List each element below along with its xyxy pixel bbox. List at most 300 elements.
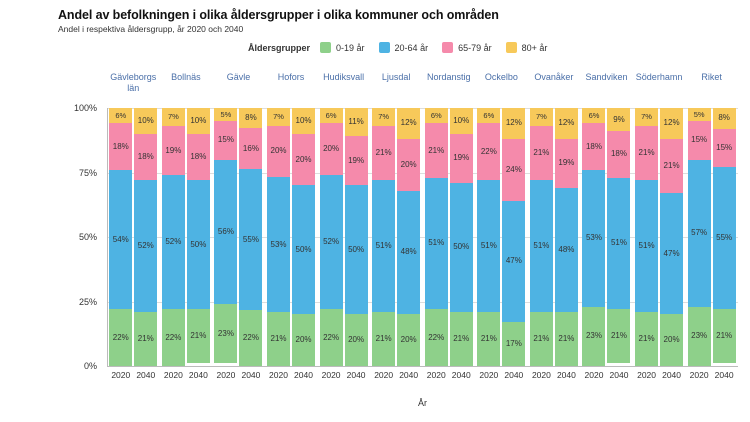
bar-value-label: 11% xyxy=(348,117,364,127)
legend-label: 80+ år xyxy=(521,42,548,53)
bar-value-label: 12% xyxy=(400,118,417,128)
group-header-2: Gävle xyxy=(226,72,251,82)
bar-group xyxy=(685,108,738,366)
bar-value-label: 23% xyxy=(217,328,234,338)
bar-segment[interactable] xyxy=(345,314,368,366)
bar-segment[interactable] xyxy=(530,108,553,126)
bar-segment[interactable] xyxy=(267,126,290,177)
bar-segment[interactable] xyxy=(162,175,185,309)
x-axis-tick-label: 2020 xyxy=(374,370,394,380)
bar-value-label: 22% xyxy=(323,332,340,342)
bar-segment[interactable] xyxy=(109,123,132,169)
bar-value-label: 54% xyxy=(112,234,129,244)
page-subtitle: Andel i respektiva åldersgrupp, år 2020 och 2040 xyxy=(58,24,244,34)
bar-segment[interactable] xyxy=(425,178,448,310)
bar-value-label: 8% xyxy=(245,113,257,123)
bar-segment[interactable] xyxy=(134,312,157,366)
legend-swatch-icon xyxy=(442,42,453,53)
bar-segment[interactable] xyxy=(425,309,448,366)
bar-segment[interactable] xyxy=(635,312,658,366)
x-axis-tick-label: 2020 xyxy=(111,370,131,380)
bar-value-label: 50% xyxy=(348,244,365,254)
bar-value-label: 20% xyxy=(663,335,680,345)
bar-value-label: 51% xyxy=(480,241,497,250)
stacked-bar[interactable] xyxy=(688,108,711,366)
bar-segment[interactable] xyxy=(555,108,578,139)
bar-value-label: 47% xyxy=(663,248,680,258)
bar-segment[interactable] xyxy=(450,183,473,312)
bar-segment[interactable] xyxy=(397,108,420,139)
bar-value-label: 20% xyxy=(270,146,287,156)
group-header-5: Ljusdal xyxy=(381,72,411,82)
group-header-8: Ovanåker xyxy=(534,72,574,82)
stacked-bar[interactable] xyxy=(372,108,395,366)
bar-segment[interactable] xyxy=(345,136,368,185)
bar-segment[interactable] xyxy=(320,108,343,123)
bar-segment[interactable] xyxy=(502,108,525,139)
bar-value-label: 56% xyxy=(217,226,234,236)
bar-segment[interactable] xyxy=(477,123,500,180)
bar-value-label: 51% xyxy=(428,238,445,248)
stacked-bar[interactable] xyxy=(187,108,210,366)
chart-legend xyxy=(248,42,561,53)
bar-value-label: 10% xyxy=(190,115,207,125)
bar-value-label: 7% xyxy=(273,112,284,122)
bar-value-label: 21% xyxy=(375,333,392,343)
bar-segment[interactable] xyxy=(397,191,420,315)
bar-value-label: 55% xyxy=(716,233,733,243)
bar-value-label: 52% xyxy=(323,237,340,247)
bar-value-label: 52% xyxy=(165,237,182,247)
x-axis-tick-label: 2040 xyxy=(136,370,156,380)
stacked-bar[interactable] xyxy=(450,108,473,366)
x-axis-tick-label: 2040 xyxy=(188,370,208,380)
x-tick-group xyxy=(212,370,265,386)
bar-value-label: 51% xyxy=(610,238,627,248)
y-axis-tick-label: 75% xyxy=(78,167,97,178)
bar-segment[interactable] xyxy=(239,128,262,169)
bar-group xyxy=(475,108,528,366)
stacked-bar[interactable] xyxy=(292,108,315,366)
bar-value-label: 6% xyxy=(483,110,495,120)
bar-value-label: 21% xyxy=(137,334,154,344)
bar-value-label: 52% xyxy=(137,240,154,250)
legend-label: 65-79 år xyxy=(458,42,492,53)
bar-segment[interactable] xyxy=(345,185,368,314)
group-header-0: Gävleborgs län xyxy=(110,72,157,93)
x-axis-tick-label: 2040 xyxy=(504,370,524,380)
stacked-bar[interactable] xyxy=(109,108,132,366)
bar-value-label: 22% xyxy=(242,332,259,342)
legend-swatch-icon xyxy=(506,42,517,53)
bar-value-label: 21% xyxy=(533,148,550,158)
bar-segment[interactable] xyxy=(372,108,395,126)
x-axis-tick-label: 2020 xyxy=(269,370,288,380)
y-axis-tick-label: 100% xyxy=(73,103,97,113)
x-axis-title: År xyxy=(418,398,427,408)
bar-segment[interactable] xyxy=(134,134,157,180)
group-header-1: Bollnäs xyxy=(171,72,201,82)
bar-value-label: 6% xyxy=(430,110,442,120)
bar-group xyxy=(422,108,475,366)
bar-value-label: 9% xyxy=(613,114,625,124)
bar-value-label: 18% xyxy=(190,152,207,162)
stacked-bar[interactable] xyxy=(267,108,290,366)
bar-value-label: 7% xyxy=(641,112,652,122)
bar-value-label: 5% xyxy=(220,109,232,119)
bar-value-label: 21% xyxy=(638,333,655,343)
bar-segment[interactable] xyxy=(239,169,262,310)
bar-segment[interactable] xyxy=(320,309,343,366)
bar-segment[interactable] xyxy=(267,108,290,126)
bar-value-label: 18% xyxy=(112,141,129,151)
stacked-bar[interactable] xyxy=(345,108,368,366)
x-axis-tick-label: 2020 xyxy=(479,370,499,380)
stacked-bar[interactable] xyxy=(320,108,343,366)
group-header-7: Ockelbo xyxy=(484,72,518,82)
bar-segment[interactable] xyxy=(397,314,420,366)
bar-segment[interactable] xyxy=(688,121,711,160)
x-tick-group xyxy=(317,370,370,386)
bar-segment[interactable] xyxy=(502,322,525,366)
bar-segment[interactable] xyxy=(530,312,553,366)
bar-segment[interactable] xyxy=(530,180,553,312)
bar-value-label: 12% xyxy=(558,118,575,128)
bar-value-label: 20% xyxy=(400,335,417,345)
bar-segment[interactable] xyxy=(660,139,683,193)
bar-segment[interactable] xyxy=(187,309,210,363)
x-axis-tick-label: 2040 xyxy=(399,370,419,380)
group-header-11: Riket xyxy=(701,72,722,82)
bar-value-label: 18% xyxy=(137,151,154,161)
x-axis-tick-label: 2020 xyxy=(689,370,709,380)
x-tick-group xyxy=(422,370,475,386)
legend-item-0[interactable] xyxy=(320,42,365,53)
bar-value-label: 22% xyxy=(165,332,182,342)
bar-value-label: 48% xyxy=(558,244,575,254)
bar-value-label: 12% xyxy=(505,118,522,128)
stacked-bar[interactable] xyxy=(530,108,553,366)
bar-value-label: 15% xyxy=(716,142,733,152)
bar-group xyxy=(317,108,370,366)
bar-segment[interactable] xyxy=(267,312,290,366)
stacked-bar[interactable] xyxy=(607,108,630,366)
x-tick-group xyxy=(265,370,318,386)
bar-value-label: 50% xyxy=(295,244,312,254)
bar-segment[interactable] xyxy=(134,108,157,134)
bar-value-label: 21% xyxy=(190,331,207,341)
x-tick-group xyxy=(580,370,633,386)
x-tick-group xyxy=(160,370,213,386)
bar-segment[interactable] xyxy=(502,139,525,201)
bar-value-label: 57% xyxy=(691,228,708,238)
bar-segment[interactable] xyxy=(502,201,525,322)
bar-value-label: 47% xyxy=(505,256,522,266)
bar-value-label: 21% xyxy=(663,161,680,171)
bar-segment[interactable] xyxy=(660,193,683,314)
bar-segment[interactable] xyxy=(214,304,237,363)
bar-segment[interactable] xyxy=(713,309,736,363)
x-axis-tick-label: 2040 xyxy=(714,370,734,380)
bar-value-label: 6% xyxy=(325,110,337,120)
stacked-bar[interactable] xyxy=(555,108,578,366)
bar-value-label: 12% xyxy=(663,118,680,128)
bar-value-label: 19% xyxy=(558,158,575,168)
bar-segment[interactable] xyxy=(425,108,448,123)
y-axis-tick-label: 25% xyxy=(78,296,97,307)
x-tick-group xyxy=(370,370,423,386)
bar-groups xyxy=(107,108,738,366)
bar-value-label: 53% xyxy=(270,239,287,249)
bar-segment[interactable] xyxy=(688,108,711,121)
y-axis-tick-labels xyxy=(60,100,103,374)
bar-segment[interactable] xyxy=(187,134,210,180)
bar-segment[interactable] xyxy=(214,160,237,304)
bar-segment[interactable] xyxy=(477,180,500,312)
bar-segment[interactable] xyxy=(372,180,395,312)
bar-value-label: 16% xyxy=(242,143,259,153)
bar-value-label: 50% xyxy=(453,242,470,252)
bar-segment[interactable] xyxy=(320,175,343,309)
bar-segment[interactable] xyxy=(109,170,132,309)
bar-value-label: 24% xyxy=(505,164,522,174)
x-axis-tick-label: 2040 xyxy=(346,370,366,380)
bar-value-label: 51% xyxy=(638,241,655,250)
bar-value-label: 23% xyxy=(691,331,708,341)
stacked-bar[interactable] xyxy=(425,108,448,366)
stacked-bar[interactable] xyxy=(635,108,658,366)
x-axis-tick-label: 2020 xyxy=(321,370,341,380)
bar-segment[interactable] xyxy=(635,108,658,126)
bar-value-label: 21% xyxy=(375,148,392,158)
bar-segment[interactable] xyxy=(345,108,368,136)
bar-value-label: 22% xyxy=(112,332,129,342)
bar-segment[interactable] xyxy=(450,108,473,134)
legend-item-3[interactable] xyxy=(506,42,548,53)
bar-segment[interactable] xyxy=(688,307,711,366)
bar-value-label: 21% xyxy=(533,333,550,343)
bar-value-label: 51% xyxy=(533,241,550,250)
x-tick-group xyxy=(107,370,160,386)
bar-segment[interactable] xyxy=(555,139,578,188)
group-header-row xyxy=(107,70,738,104)
bar-group xyxy=(107,108,160,366)
bar-segment[interactable] xyxy=(450,134,473,183)
bar-value-label: 7% xyxy=(378,112,390,122)
bar-segment[interactable] xyxy=(530,126,553,180)
legend-title: Åldersgrupper xyxy=(248,42,311,53)
group-header-4: Hudiksvall xyxy=(323,72,365,82)
x-axis-tick-label: 2040 xyxy=(662,370,682,380)
bar-group xyxy=(212,108,265,366)
bar-value-label: 22% xyxy=(428,332,445,342)
x-axis-tick-label: 2020 xyxy=(216,370,236,380)
x-tick-group xyxy=(633,370,686,386)
x-axis-tick-label: 2040 xyxy=(451,370,471,380)
x-axis-tick-label: 2020 xyxy=(531,370,551,380)
bar-value-label: 20% xyxy=(400,159,417,169)
x-axis-tick-label: 2040 xyxy=(294,370,313,380)
bar-segment[interactable] xyxy=(477,108,500,123)
bar-value-label: 6% xyxy=(115,110,127,120)
bar-segment[interactable] xyxy=(660,108,683,139)
bar-segment[interactable] xyxy=(582,108,605,123)
bar-value-label: 20% xyxy=(295,335,312,345)
bar-segment[interactable] xyxy=(582,307,605,366)
stacked-bar[interactable] xyxy=(582,108,605,366)
y-axis-line xyxy=(107,108,108,366)
bar-segment[interactable] xyxy=(635,180,658,312)
bar-segment[interactable] xyxy=(267,177,290,312)
bar-value-label: 19% xyxy=(165,145,182,155)
bar-value-label: 8% xyxy=(718,113,730,123)
bar-value-label: 21% xyxy=(638,148,655,158)
stacked-bar[interactable] xyxy=(239,108,262,366)
bar-segment[interactable] xyxy=(320,123,343,175)
bar-segment[interactable] xyxy=(372,312,395,366)
bar-segment[interactable] xyxy=(162,108,185,126)
bar-segment[interactable] xyxy=(109,108,132,123)
y-axis-tick-label: 0% xyxy=(83,361,97,371)
bar-segment[interactable] xyxy=(713,108,736,129)
bar-value-label: 21% xyxy=(716,331,733,341)
legend-swatch-icon xyxy=(379,42,390,53)
x-axis-tick-label: 2020 xyxy=(426,370,446,380)
bar-value-label: 10% xyxy=(295,115,312,125)
bar-segment[interactable] xyxy=(162,126,185,175)
bar-value-label: 5% xyxy=(693,109,705,119)
bar-value-label: 15% xyxy=(691,135,708,145)
bar-value-label: 55% xyxy=(242,234,259,244)
bar-segment[interactable] xyxy=(214,108,237,121)
legend-label: 0-19 år xyxy=(336,42,365,53)
bar-value-label: 50% xyxy=(190,239,207,249)
bar-segment[interactable] xyxy=(660,314,683,366)
bar-segment[interactable] xyxy=(477,312,500,366)
legend-item-2[interactable] xyxy=(442,42,492,53)
stacked-bar[interactable] xyxy=(477,108,500,366)
bar-segment[interactable] xyxy=(239,310,262,366)
bar-segment[interactable] xyxy=(607,108,630,131)
bar-segment[interactable] xyxy=(688,160,711,307)
bar-value-label: 20% xyxy=(348,335,365,345)
bar-value-label: 20% xyxy=(295,154,312,164)
legend-swatch-icon xyxy=(320,42,331,53)
group-header-3: Hofors xyxy=(277,72,305,82)
bar-value-label: 21% xyxy=(428,145,445,155)
x-axis-tick-label: 2040 xyxy=(609,370,629,380)
bar-segment[interactable] xyxy=(635,126,658,180)
bar-segment[interactable] xyxy=(607,309,630,363)
x-axis-line xyxy=(107,366,738,367)
bar-segment[interactable] xyxy=(582,123,605,169)
bar-segment[interactable] xyxy=(187,108,210,134)
x-axis-tick-label: 2020 xyxy=(163,370,183,380)
group-header-6: Nordanstig xyxy=(426,72,471,82)
bar-segment[interactable] xyxy=(239,108,262,128)
legend-label: 20-64 år xyxy=(394,42,429,53)
bar-group xyxy=(633,108,686,366)
bar-segment[interactable] xyxy=(292,314,315,366)
stacked-bar[interactable] xyxy=(660,108,683,366)
x-axis-tick-label: 2020 xyxy=(637,370,657,380)
x-tick-group xyxy=(528,370,581,386)
bar-group xyxy=(370,108,423,366)
bar-segment[interactable] xyxy=(187,180,210,309)
x-axis-tick-labels xyxy=(107,370,738,386)
bar-value-label: 21% xyxy=(558,333,575,343)
bar-group xyxy=(580,108,633,366)
bar-segment[interactable] xyxy=(425,123,448,177)
bar-segment[interactable] xyxy=(450,312,473,366)
page-title: Andel av befolkningen i olika åldersgrupper i olika kommuner och områden xyxy=(58,8,499,22)
bar-segment[interactable] xyxy=(292,185,315,314)
bar-value-label: 7% xyxy=(167,112,179,122)
bar-segment[interactable] xyxy=(582,170,605,307)
bar-segment[interactable] xyxy=(555,188,578,312)
stacked-bar[interactable] xyxy=(162,108,185,366)
bar-value-label: 10% xyxy=(137,115,154,125)
bar-value-label: 15% xyxy=(217,135,234,145)
bar-value-label: 48% xyxy=(400,247,417,257)
bar-value-label: 7% xyxy=(535,112,547,122)
bar-value-label: 20% xyxy=(323,144,340,154)
bar-segment[interactable] xyxy=(713,129,736,168)
bar-value-label: 10% xyxy=(453,115,470,125)
bar-segment[interactable] xyxy=(607,178,630,310)
x-axis-tick-label: 2040 xyxy=(556,370,576,380)
x-axis-tick-label: 2020 xyxy=(584,370,604,380)
stacked-bar[interactable] xyxy=(134,108,157,366)
bar-value-label: 21% xyxy=(610,331,627,341)
x-tick-group xyxy=(475,370,528,386)
bar-segment[interactable] xyxy=(292,108,315,134)
bar-value-label: 18% xyxy=(585,141,602,151)
bar-value-label: 21% xyxy=(270,334,287,344)
x-tick-group xyxy=(685,370,738,386)
bar-value-label: 19% xyxy=(453,153,470,163)
stacked-bar[interactable] xyxy=(713,108,736,366)
bar-segment[interactable] xyxy=(555,312,578,366)
bar-value-label: 18% xyxy=(610,149,627,159)
bar-value-label: 23% xyxy=(585,331,602,341)
stacked-bar[interactable] xyxy=(397,108,420,366)
bar-value-label: 53% xyxy=(585,233,602,243)
stacked-bar[interactable] xyxy=(502,108,525,366)
group-header-9: Sandviken xyxy=(585,72,628,82)
bar-value-label: 21% xyxy=(480,333,497,343)
legend-item-1[interactable] xyxy=(379,42,429,53)
bar-group xyxy=(528,108,581,366)
bar-value-label: 21% xyxy=(453,333,470,343)
bar-value-label: 19% xyxy=(348,155,365,165)
bar-segment[interactable] xyxy=(397,139,420,191)
bar-segment[interactable] xyxy=(713,167,736,309)
bar-segment[interactable] xyxy=(109,309,132,366)
bar-segment[interactable] xyxy=(162,309,185,366)
bar-segment[interactable] xyxy=(372,126,395,180)
bar-segment[interactable] xyxy=(292,134,315,186)
stacked-bar[interactable] xyxy=(214,108,237,366)
group-header-10: Söderhamn xyxy=(635,72,683,82)
bar-segment[interactable] xyxy=(607,131,630,177)
x-axis-tick-label: 2040 xyxy=(241,370,261,380)
bar-group xyxy=(160,108,213,366)
bar-segment[interactable] xyxy=(134,180,157,313)
bar-value-label: 22% xyxy=(480,146,497,156)
bar-segment[interactable] xyxy=(214,121,237,160)
bar-group xyxy=(265,108,318,366)
